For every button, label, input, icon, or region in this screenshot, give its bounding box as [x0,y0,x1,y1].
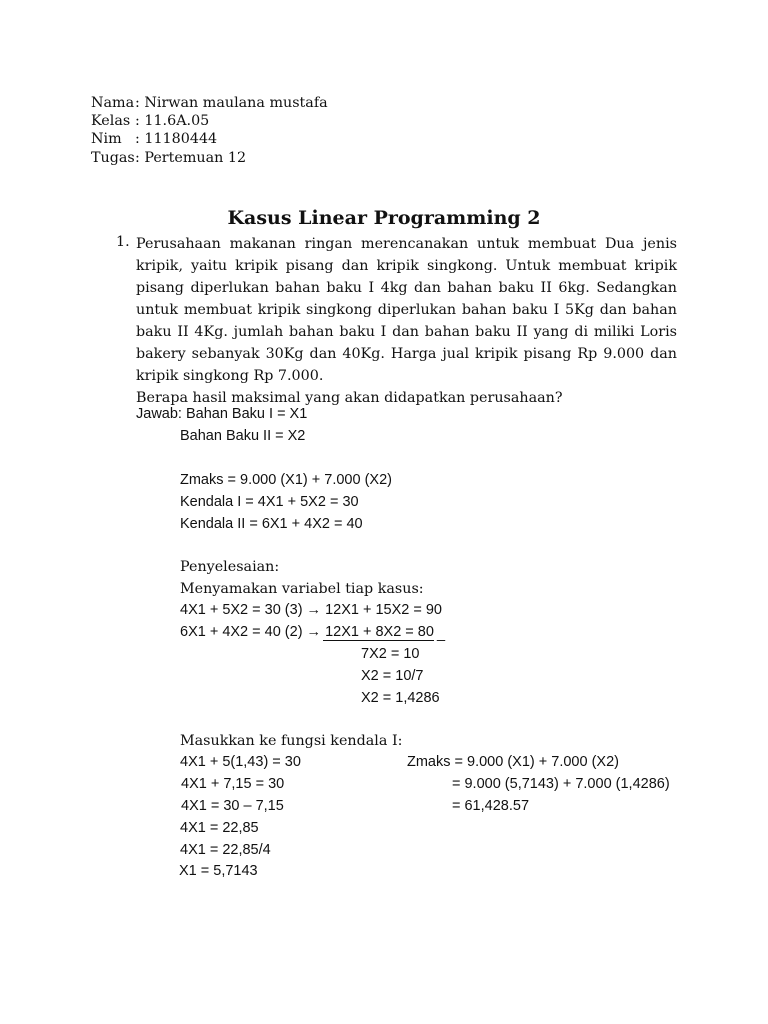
substitution-line-1: 4X1 + 5(1,43) = 30 [180,754,301,770]
elimination-line-2-left: 6X1 + 4X2 = 40 (2) → [180,624,326,640]
substitution-line-2: 4X1 + 7,15 = 30 [181,776,285,792]
question-number: 1. [116,234,130,250]
objective-function: Zmaks = 9.000 (X1) + 7.000 (X2) [180,472,392,488]
question-text [136,233,677,409]
zmaks-line-1: Zmaks = 9.000 (X1) + 7.000 (X2) [407,754,619,770]
nama-value: : Nirwan maulana mustafa [135,95,328,111]
question-paragraph: Perusahaan makanan ringan merencanakan untuk membuat Dua jenis kripik, yaitu kripik pisang dan kripik singkong. Untuk membuat kripik pisang diperlukan bahan baku I 4kg dan bahan baku II 6kg. Sedangkan untuk membuat kripik singkong diperlukan bahan baku I 5Kg dan bahan baku II 4Kg. jumlah bahan baku I dan bahan baku II yang di miliki Loris bakery sebanyak 30Kg dan 40Kg. Harga jual kripik pisang Rp 9.000 dan kripik singkong Rp 7.000. [136,236,677,384]
tugas-label: Tugas [91,150,135,166]
substitution-line-5: 4X1 = 22,85/4 [180,842,271,858]
elimination-line-2-right: 12X1 + 8X2 = 80 [325,624,434,640]
jawab-line-2: Bahan Baku II = X2 [180,428,306,444]
penyelesaian-heading: Penyelesaian: [180,559,280,575]
nim-label: Nim [91,131,122,147]
subtraction-sign: _ [437,626,446,642]
result-line-3: X2 = 1,4286 [361,690,440,706]
kelas-label: Kelas [91,113,131,129]
nim-value: : 11180444 [135,131,218,147]
document-title: Kasus Linear Programming 2 [227,207,541,229]
substitution-line-3: 4X1 = 30 – 7,15 [181,798,284,814]
kelas-value: : 11.6A.05 [135,113,210,129]
question-ask: Berapa hasil maksimal yang akan didapatkan perusahaan? [136,390,563,406]
zmaks-line-2: = 9.000 (5,7143) + 7.000 (1,4286) [452,776,670,792]
jawab-line-1: Jawab: Bahan Baku I = X1 [136,406,308,422]
tugas-value: : Pertemuan 12 [135,150,247,166]
elimination-line-1: 4X1 + 5X2 = 30 (3) → 12X1 + 15X2 = 90 [180,602,442,618]
nama-label: Nama [91,95,135,111]
menyamakan-text: Menyamakan variabel tiap kasus: [180,581,424,597]
result-line-2: X2 = 10/7 [361,668,424,684]
substitution-heading: Masukkan ke fungsi kendala I: [180,733,403,749]
elimination-line-2 [180,623,434,641]
subtraction-rule [323,640,434,641]
result-line-1: 7X2 = 10 [361,646,420,662]
substitution-line-6: X1 = 5,7143 [179,863,258,879]
zmaks-line-3: = 61,428.57 [452,798,530,814]
constraint-2: Kendala II = 6X1 + 4X2 = 40 [180,516,363,532]
substitution-line-4: 4X1 = 22,85 [180,820,259,836]
constraint-1: Kendala I = 4X1 + 5X2 = 30 [180,494,359,510]
